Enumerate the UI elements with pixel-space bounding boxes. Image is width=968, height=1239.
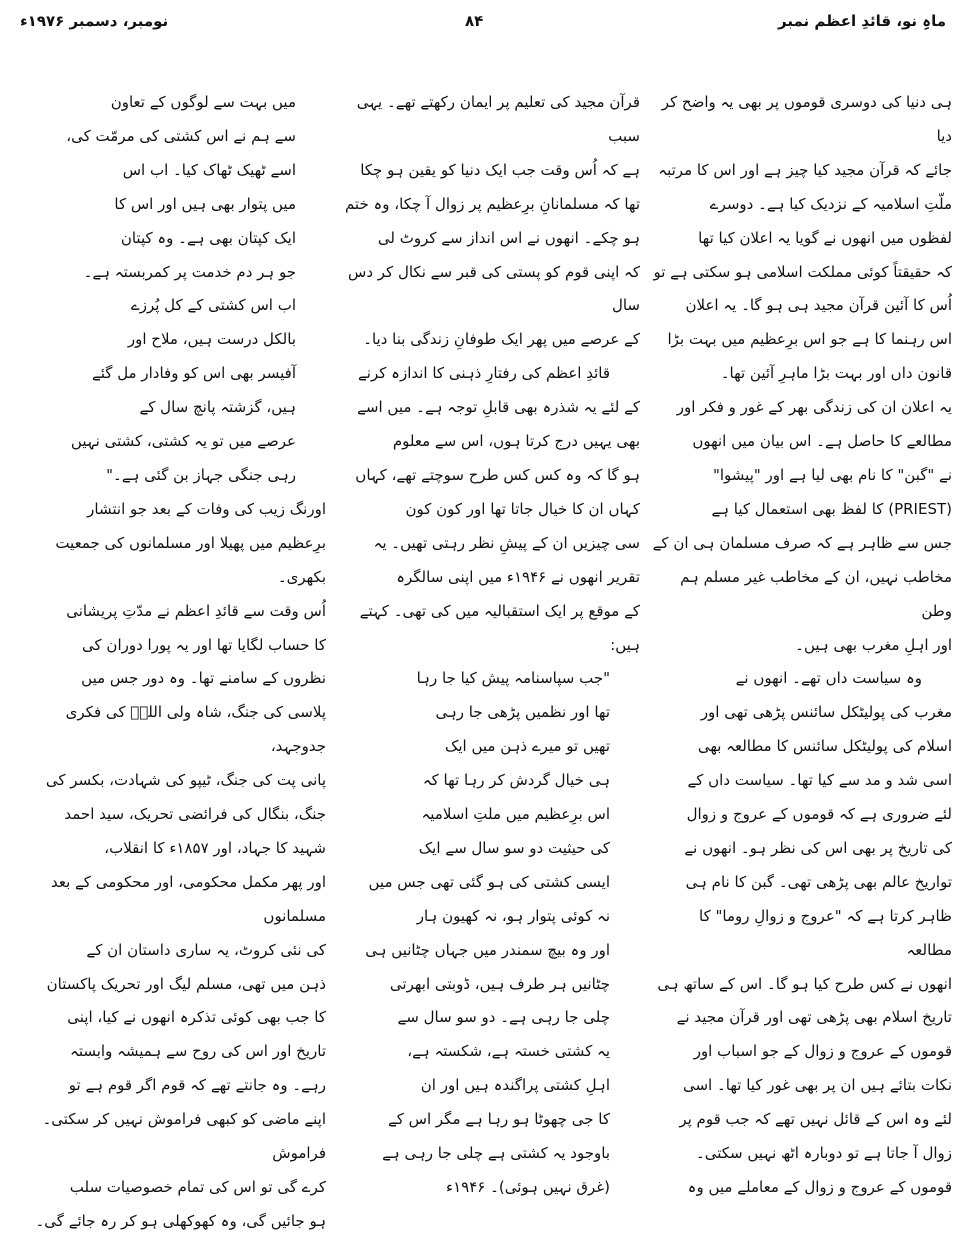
text-line: جنگ، بنگال کی فرائضی تحریک، سید احمد [64,805,326,824]
text-line: تواریخ عالم بھی پڑھی تھی۔ گبن کا نام ہی [685,872,952,891]
text-line: چلی جا رہی ہے۔ دو سو سال سے [397,1008,610,1027]
text-line: انھوں نے کس طرح کیا ہو گا۔ اس کے ساتھ ہی [657,974,952,993]
text-line: بالکل درست ہیں، ملاح اور [127,330,296,349]
text-line: ملّتِ اسلامیہ کے نزدیک کیا ہے۔ دوسرے [709,194,952,213]
text-line: تھا اور نظمیں پڑھی جا رہی [435,703,610,722]
text-column-right [650,86,952,1205]
text-line: اور پھر مکمل محکومی، اور محکومی کے بعد مسلمانوں [50,872,326,925]
page-number: ۸۴ [465,12,484,30]
text-line: شہید کا جہاد، اور ۱۸۵۷ء کا انقلاب، [104,838,326,857]
text-line: قوموں کے عروج و زوال کے جو اسباب اور [693,1042,952,1061]
text-line: چٹانیں ہر طرف ہیں، ڈوبتی ابھرتی [389,974,610,993]
text-line: قوموں کے عروج و زوال کے معاملے میں وہ [687,1178,952,1196]
text-line: یہ اعلان ان کی زندگی بھر کے غور و فکر اور [676,398,952,417]
text-line: لئے وہ اس کے قائل نہیں تھے کہ جب قوم پر [679,1110,952,1129]
text-line: اب اس کشتی کے کل پُرزے [130,296,296,315]
text-line: اسی شد و مد سے کیا تھا۔ سیاست داں کے [687,771,952,790]
text-line: مغرب کی پولیٹکل سائنس پڑھی تھی اور [700,703,952,722]
text-line: کہاں ان کا خیال جاتا تھا اور کون کون [405,499,640,518]
text-line: اس برِعظیم میں ملتِ اسلامیہ [421,805,610,824]
text-line: ہو چکے۔ انھوں نے اس انداز سے کروٹ لی [377,228,640,247]
text-line: رہے۔ وہ جانتے تھے کہ قوم اگر قوم ہے تو [68,1076,326,1095]
text-line: نکات بتائے ہیں ان پر بھی غور کیا تھا۔ اسی [682,1076,952,1095]
text-line: آفیسر بھی اس کو وفادار مل گئے [91,364,296,383]
text-line: ہے کہ اُس وقت جب ایک دنیا کو یقین ہو چکا [360,160,640,179]
text-line: کی حیثیت دو سو سال سے ایک [418,838,610,857]
text-line: کی نئی کروٹ، یہ ساری داستان ان کے [86,940,326,959]
text-line: قانون داں اور بہت بڑا ماہرِ آئین تھا۔ [720,364,952,383]
text-line: عرصے میں تو یہ کشتی، کشتی نہیں [70,432,296,451]
text-line: تھا کہ مسلمانانِ برِعظیم پر زوال آ چکا، وہ ختم [344,194,640,213]
text-line: تاریخ اسلام بھی پڑھی تھی اور قرآن مجید نے [676,1008,952,1027]
text-line: بھی یہیں درج کرتا ہوں، اس سے معلوم [392,432,640,451]
text-line: ہی دنیا کی دوسری قوموں پر بھی یہ واضح کر دیا [661,93,952,145]
text-line: اپنے ماضی کو کبھی فراموش نہیں کر سکتی۔ فراموش [42,1110,326,1163]
text-line: مخاطب نہیں، ان کے مخاطب غیر مسلم ہم وطن [680,567,952,620]
text-line: کا جب بھی کوئی تذکرہ انھوں نے کیا، اپنی [67,1008,326,1027]
text-line: جائے کہ قرآن مجید کیا چیز ہے اور اس کا مرتبہ [658,160,952,179]
text-line: ایک کپتان بھی ہے۔ وہ کپتان [120,228,296,247]
text-line: میں بہت سے لوگوں کے تعاون [110,93,296,111]
text-line: لفظوں میں انھوں نے گویا یہ اعلان کیا تھا [698,228,952,247]
text-line: کا جی چھوٹا ہو رہا ہے مگر اس کے [387,1110,610,1129]
text-line: میں پتوار بھی ہیں اور اس کا [114,194,296,213]
text-line: ہو جائیں گی، وہ کھوکھلی ہو کر رہ جائے گی۔ [35,1211,326,1230]
text-line: تقریر انھوں نے ۱۹۴۶ء میں اپنی سالگرہ [396,567,640,586]
text-line: پانی پت کی جنگ، ٹیپو کی شہادت، بکسر کی [45,771,326,790]
text-line: کے لئے یہ شذرہ بھی قابلِ توجہ ہے۔ میں اسے [357,398,640,417]
text-line: قائدِ اعظم کی رفتارِ ذہنی کا اندازہ کرنے [358,364,610,383]
text-line: پلاسی کی جنگ، شاہ ولی اللہؒ کی فکری جدوجہد، [65,703,326,756]
text-line: اس رہنما کا ہے جو اس برِعظیم میں بہت بڑا [667,330,952,349]
text-line: اور اہلِ مغرب بھی ہیں۔ [795,635,952,654]
text-line: یہ کشتی خستہ ہے، شکستہ ہے، [407,1042,610,1061]
text-line: اسلام کی پولیٹکل سائنس کا مطالعہ بھی [697,737,952,756]
text-line: زوال آ جاتا ہے تو دوبارہ اٹھ نہیں سکتی۔ [695,1144,952,1163]
text-line: ظاہر کرتا ہے کہ "عروج و زوالِ روما" کا مطالعہ [699,906,952,959]
text-line: تاریخ اور اس کی روح سے ہمیشہ وابستہ [70,1042,326,1061]
text-line: کے عرصے میں پھر ایک طوفانِ زندگی بنا دیا۔ [363,330,640,349]
text-line: "جب سپاسنامہ پیش کیا جا رہا [416,669,610,688]
text-line: (PRIEST) کا لفظ بھی استعمال کیا ہے [711,499,952,518]
text-line: کرے گی تو اس کی تمام خصوصیات سلب [69,1178,326,1196]
text-line: رہی جنگی جہاز بن گئی ہے۔" [106,465,296,484]
text-line: اُس کا آئین قرآن مجید ہی ہو گا۔ یہ اعلان [685,296,952,315]
text-line: اورنگ زیب کی وفات کے بعد جو انتشار [87,499,326,518]
text-line: ہو گا کہ وہ کس کس طرح سوچتے تھے، کہاں [355,465,640,484]
text-column-middle [334,86,640,1205]
text-line: (غرق نہیں ہوئی)۔ ۱۹۴۶ء [446,1178,610,1196]
text-line: ہیں، گزشتہ پانچ سال کے [139,398,296,417]
text-line: لئے ضروری ہے کہ قوموں کے عروج و زوال [686,805,952,824]
issue-date: نومبر، دسمبر ۱۹۷۶ء [20,12,169,30]
text-line: نے "گبن" کا نام بھی لیا ہے اور "پیشوا" [712,465,952,484]
text-line: نظروں کے سامنے تھا۔ وہ دور جس میں [81,669,326,688]
text-line: جس سے ظاہر ہے کہ صرف مسلمان ہی ان کے [652,533,952,552]
text-line: کی تاریخ پر بھی اس کی نظر ہو۔ انھوں نے [684,838,952,857]
text-line: ایسی کشتی کی ہو گئی تھی جس میں [368,872,610,891]
text-line: کہ حقیقتاً کوئی مملکت اسلامی ہو سکتی ہے تو [653,262,952,281]
text-line: اسے ٹھیک ٹھاک کیا۔ اب اس [122,160,296,179]
text-line: اور وہ بیچ سمندر میں جہاں چٹانیں ہی [365,940,610,959]
text-line: کے موقع پر ایک استقبالیہ میں کی تھی۔ کہتے ہیں: [359,601,640,654]
text-line: اہلِ کشتی پراگندہ ہیں اور ان [420,1076,610,1095]
text-line: قرآن مجید کی تعلیم پر ایمان رکھتے تھے۔ یہی سبب [356,93,640,145]
text-line: اُس وقت سے قائدِ اعظم نے مدّتِ پریشانی [66,601,326,620]
text-line: وہ سیاست داں تھے۔ انھوں نے [735,669,922,688]
text-line: نہ کوئی پتوار ہو، نہ کھیون ہار [416,906,610,925]
text-line: برِعظیم میں پھیلا اور مسلمانوں کی جمعیت بکھری۔ [55,533,326,586]
running-title: ماہِ نو، قائدِ اعظم نمبر [778,12,946,30]
text-line: ذہن میں تھی، مسلم لیگ اور تحریک پاکستان [46,974,326,993]
text-line: باوجود یہ کشتی ہے چلی جا رہی ہے [382,1144,610,1163]
text-line: مطالعے کا حاصل ہے۔ اس بیان میں انھوں [692,432,952,451]
text-line: سی چیزیں ان کے پیشِ نظر رہتی تھیں۔ یہ [373,533,640,552]
text-column-left [12,86,326,1239]
text-line: سے ہم نے اس کشتی کی مرمّت کی، [66,126,296,145]
text-line: کہ اپنی قوم کو پستی کی قبر سے نکال کر دس سال [348,262,640,315]
text-line: جو ہر دم خدمت پر کمربستہ ہے۔ [83,262,296,281]
text-line: ہی خیال گردش کر رہا تھا کہ [422,771,610,790]
text-line: تھیں تو میرے ذہن میں ایک [444,737,610,756]
text-line: کا حساب لگایا تھا اور یہ پورا دوران کی [82,635,326,654]
